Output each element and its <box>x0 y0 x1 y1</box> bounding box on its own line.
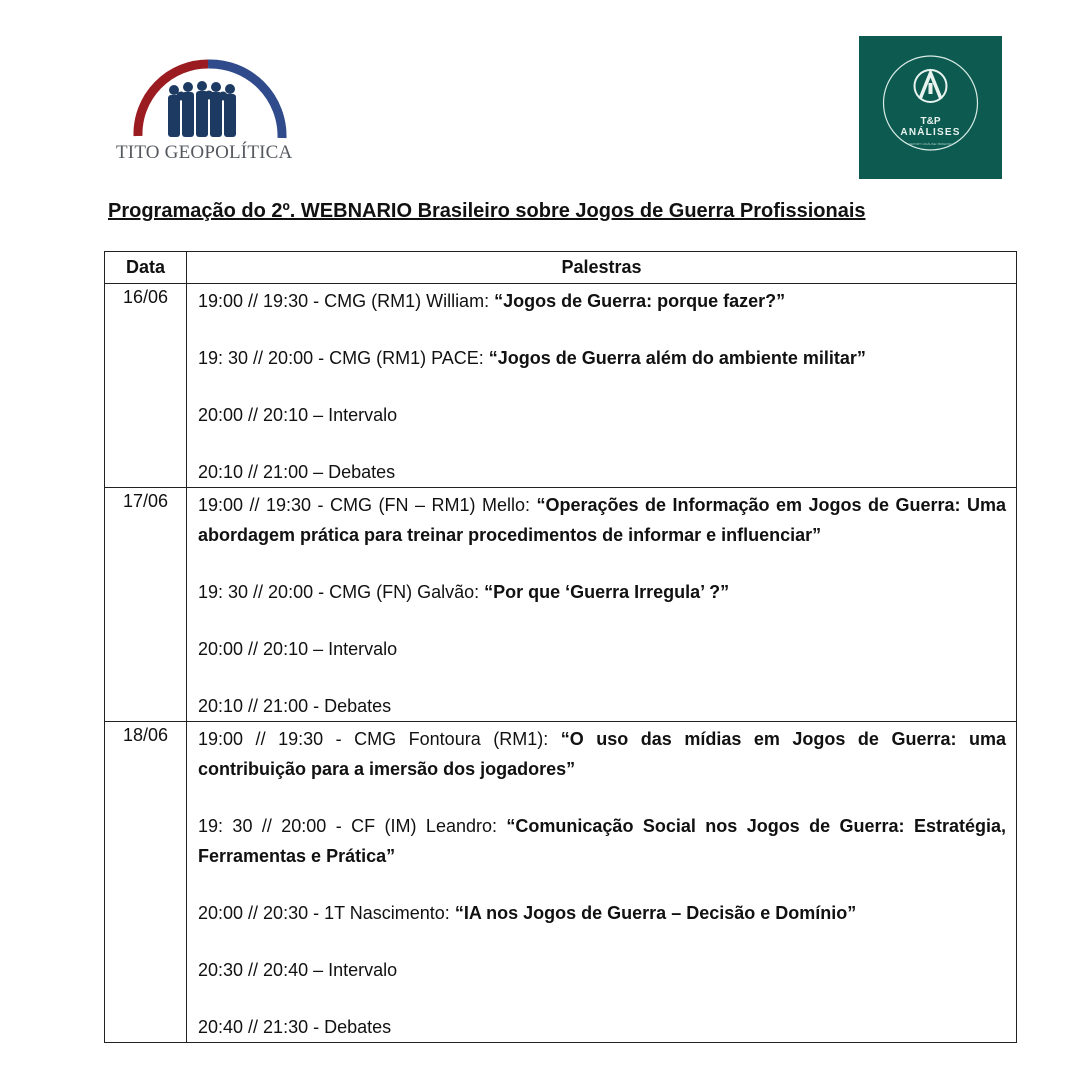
table-header-row <box>105 252 1017 284</box>
schedule-item <box>198 691 1006 721</box>
time-speaker: 20:00 // 20:30 - 1T Nascimento: <box>198 903 455 923</box>
talk-topic: “Por que ‘Guerra Irregula’ ?” <box>484 582 730 602</box>
tito-geopolitica-logo <box>116 56 296 168</box>
time-speaker: 19: 30 // 20:00 - CMG (FN) Galvão: <box>198 582 485 602</box>
schedule-item <box>198 634 1006 664</box>
talk-topic: “IA nos Jogos de Guerra – Decisão e Domínio” <box>454 903 857 923</box>
brand-tagline: REPORT I ANÁLISE I BRIEFING <box>908 142 953 146</box>
brand-line-2: ANÁLISES <box>900 127 961 138</box>
schedule-item <box>198 898 1006 928</box>
tp-monogram-icon <box>859 36 1002 179</box>
schedule-item <box>198 490 1006 550</box>
time-speaker: 19:00 // 19:30 - CMG Fontoura (RM1): <box>198 729 561 749</box>
schedule-item <box>198 1012 1006 1042</box>
tp-analises-logo <box>859 36 1002 179</box>
document-title: Programação do 2º. WEBNARIO Brasileiro sobre Jogos de Guerra Profissionais <box>108 200 866 222</box>
brand-name: TITO GEOPOLÍTICA <box>116 142 293 163</box>
time-speaker: 20:10 // 21:00 - Debates <box>198 696 392 716</box>
time-speaker: 20:00 // 20:10 – Intervalo <box>198 405 398 425</box>
header-date: Data <box>105 252 187 284</box>
table-row <box>105 722 1017 1043</box>
time-speaker: 19: 30 // 20:00 - CMG (RM1) PACE: <box>198 348 489 368</box>
row-date: 17/06 <box>105 488 187 722</box>
schedule-body <box>105 284 1017 1043</box>
schedule-item <box>198 343 1006 373</box>
row-date: 18/06 <box>105 722 187 1043</box>
schedule-item <box>198 400 1006 430</box>
time-speaker: 19:00 // 19:30 - CMG (FN – RM1) Mello: <box>198 495 537 515</box>
talk-topic: “Jogos de Guerra: porque fazer?” <box>494 291 786 311</box>
table-row <box>105 488 1017 722</box>
schedule-item <box>198 577 1006 607</box>
brand-line-1: T&P <box>920 116 941 127</box>
time-speaker: 19: 30 // 20:00 - CF (IM) Leandro: <box>198 816 507 836</box>
talk-topic: “O uso das mídias em Jogos de Guerra: uma contribuição para a imersão dos jogadores” <box>198 729 1006 779</box>
schedule-item <box>198 724 1006 784</box>
time-speaker: 20:00 // 20:10 – Intervalo <box>198 639 398 659</box>
people-arc-icon <box>116 56 296 146</box>
table-row <box>105 284 1017 488</box>
time-speaker: 20:10 // 21:00 – Debates <box>198 462 396 482</box>
talk-topic: “Comunicação Social nos Jogos de Guerra: Estratégia, Ferramentas e Prática” <box>198 816 1006 866</box>
schedule-item <box>198 286 1006 316</box>
schedule-item <box>198 811 1006 871</box>
schedule-table <box>104 251 1017 1043</box>
row-events <box>187 284 1017 488</box>
time-speaker: 20:30 // 20:40 – Intervalo <box>198 960 398 980</box>
schedule-item <box>198 457 1006 487</box>
talk-topic: “Operações de Informação em Jogos de Guerra: Uma abordagem prática para treinar procedimentos de informar e influenciar” <box>198 495 1006 545</box>
row-events <box>187 488 1017 722</box>
header-talks: Palestras <box>187 252 1017 284</box>
time-speaker: 20:40 // 21:30 - Debates <box>198 1017 392 1037</box>
row-date: 16/06 <box>105 284 187 488</box>
schedule-item <box>198 955 1006 985</box>
talk-topic: “Jogos de Guerra além do ambiente militar” <box>488 348 866 368</box>
time-speaker: 19:00 // 19:30 - CMG (RM1) William: <box>198 291 495 311</box>
row-events <box>187 722 1017 1043</box>
